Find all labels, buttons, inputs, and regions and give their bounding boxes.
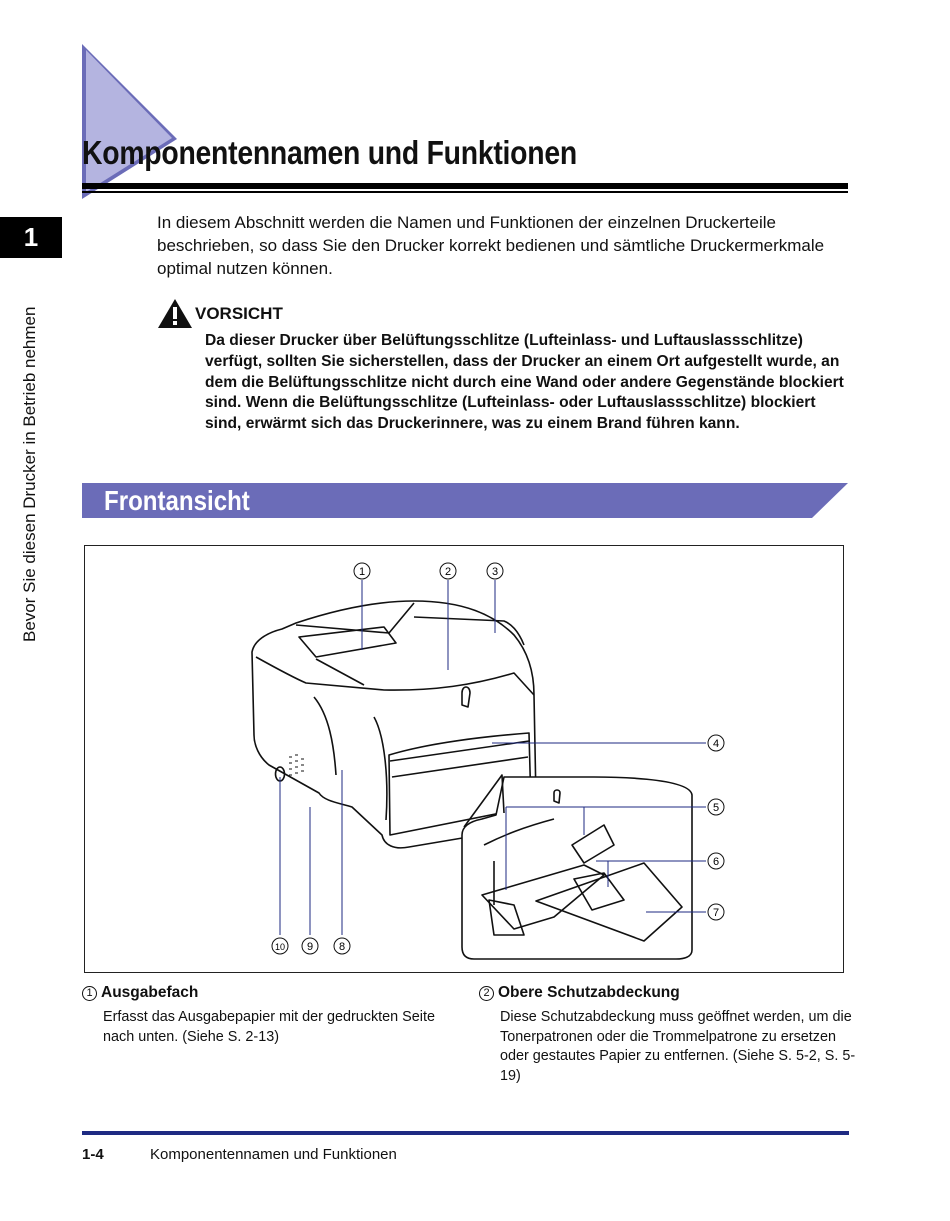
item-description: Erfasst das Ausgabepapier mit der gedruckten Seite nach unten. (Siehe S. 2-13) [103, 1009, 435, 1045]
svg-text:4: 4 [712, 738, 720, 750]
item-top-cover [479, 984, 859, 1086]
item-title: Obere Schutzabdeckung [498, 984, 680, 1001]
item-heading [479, 984, 859, 1002]
chapter-side-title-text: Bevor Sie diesen Drucker in Betrieb nehmen [20, 306, 39, 642]
section-title: Frontansicht [104, 485, 250, 516]
callout-1 [354, 563, 370, 579]
svg-text:3: 3 [491, 566, 499, 578]
callout-6 [708, 853, 724, 869]
chapter-side-title [0, 270, 40, 650]
chapter-number-tab: 1 [0, 217, 62, 258]
footer-title: Komponentennamen und Funktionen [150, 1146, 397, 1163]
item-number: 1 [82, 986, 97, 1001]
svg-text:9: 9 [306, 941, 314, 953]
title-rule [82, 183, 848, 189]
page-title: Komponentennamen und Funktionen [82, 134, 577, 171]
item-title: Ausgabefach [101, 984, 199, 1001]
intro-paragraph: In diesem Abschnitt werden die Namen und Funktionen der einzelnen Druckerteile beschrieben, so dass Sie den Drucker korrekt bedienen und sämtliche Druckermerkmale optimal nutzen können. [157, 213, 825, 278]
title-decoration-triangle [82, 44, 182, 204]
caution-heading: VORSICHT [195, 304, 283, 323]
callout-9 [302, 938, 318, 954]
callout-10 [272, 938, 288, 954]
svg-text:10: 10 [274, 942, 286, 952]
caution-text: Da dieser Drucker über Belüftungsschlitze (Lufteinlass- und Luftauslassschlitze) verfügt, sollten Sie sicherstellen, dass der Drucker an einem Ort aufgestellt wurde, an dem die Belüftungsschlitze nicht durch eine Wand oder andere Gegenstände blockiert sind. Wenn die Belüftungsschlitze (Lufteinlass- oder Luftauslassschlitze) blockiert sind, erwärmt sich das Druckerinnere, was zu einem Brand führen kann. [205, 332, 844, 433]
printer-front-view-illustration [84, 545, 844, 973]
callout-2 [440, 563, 456, 579]
svg-text:6: 6 [712, 856, 720, 868]
callout-3 [487, 563, 503, 579]
warning-icon [157, 298, 193, 330]
svg-text:8: 8 [338, 941, 346, 953]
item-output-tray [82, 984, 462, 1047]
svg-text:7: 7 [712, 907, 720, 919]
footer-page-number: 1-4 [82, 1146, 104, 1163]
item-number: 2 [479, 986, 494, 1001]
footer-rule [82, 1131, 849, 1135]
callout-5 [708, 799, 724, 815]
callout-7 [708, 904, 724, 920]
svg-text:1: 1 [358, 566, 366, 578]
callout-4 [708, 735, 724, 751]
callout-8 [334, 938, 350, 954]
svg-text:5: 5 [712, 802, 720, 814]
svg-text:2: 2 [444, 566, 452, 578]
item-description: Diese Schutzabdeckung muss geöffnet werden, um die Tonerpatronen oder die Trommelpatrone zu ersetzen oder gestautes Papier zu entfernen. (Siehe S. 5-2, S. 5-19) [500, 1009, 856, 1084]
item-heading [82, 984, 462, 1002]
title-rule-thin [82, 191, 848, 193]
